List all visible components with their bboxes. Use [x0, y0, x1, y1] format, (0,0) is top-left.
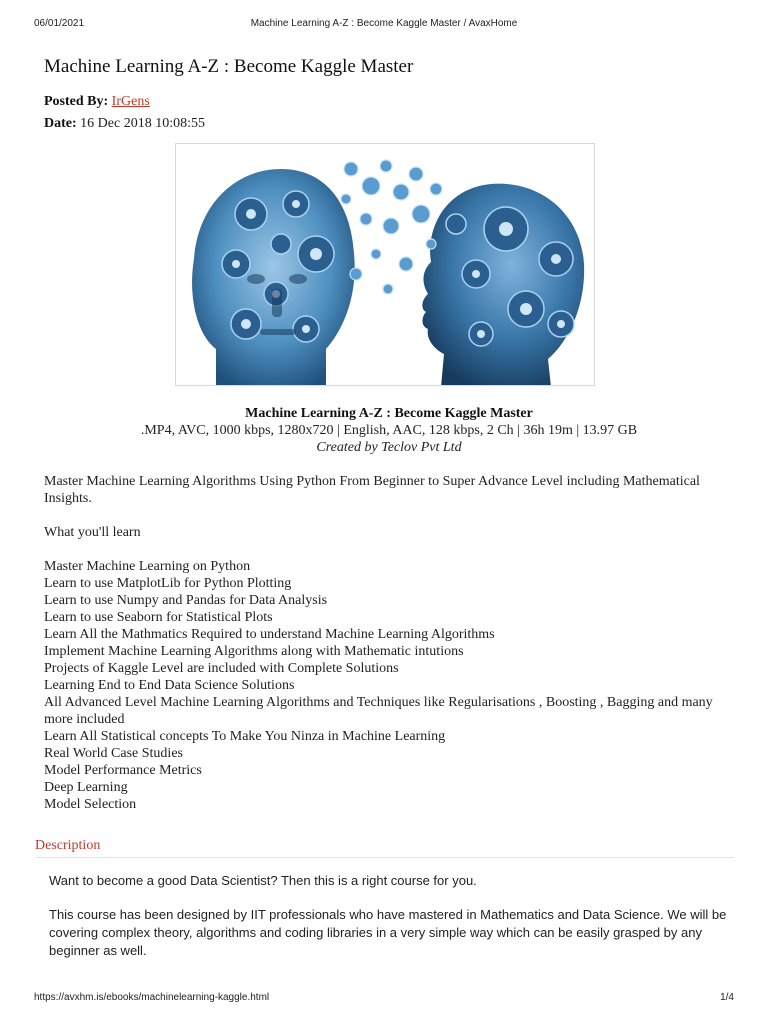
posted-by-label: Posted By:	[44, 94, 109, 109]
list-item: Learn to use MatplotLib for Python Plotting	[44, 576, 292, 591]
post-date: 16 Dec 2018 10:08:55	[80, 116, 205, 131]
date-line	[44, 116, 734, 132]
description-tab[interactable]	[35, 836, 734, 858]
description-paragraph: Want to become a good Data Scientist? Then this is a right course for you.	[49, 873, 477, 888]
list-item: Implement Machine Learning Algorithms along with Mathematic intutions	[44, 644, 464, 659]
posted-by-line	[44, 94, 734, 110]
list-item: Projects of Kaggle Level are included with Complete Solutions	[44, 661, 399, 676]
article-body	[44, 473, 734, 813]
list-item: Learn to use Seaborn for Statistical Plots	[44, 610, 273, 625]
date-label: Date:	[44, 116, 77, 131]
list-item: Learning End to End Data Science Solutions	[44, 678, 295, 693]
gears-heads-image	[175, 143, 595, 386]
list-item: Learn All Statistical concepts To Make You Ninza in Machine Learning	[44, 729, 446, 744]
page-url: https://avxhm.is/ebooks/machinelearning-kaggle.html	[34, 992, 270, 1003]
release-title: Machine Learning A-Z : Become Kaggle Master	[245, 406, 533, 421]
intro-paragraph: Master Machine Learning Algorithms Using Python From Beginner to Super Advance Level including Mathematical Insights.	[44, 474, 700, 506]
release-info	[44, 405, 734, 456]
list-item: Model Performance Metrics	[44, 763, 202, 778]
release-specs: .MP4, AVC, 1000 kbps, 1280x720 | English, AAC, 128 kbps, 2 Ch | 36h 19m | 13.97 GB	[140, 423, 638, 438]
print-page-title: Machine Learning A-Z : Become Kaggle Master / AvaxHome	[250, 18, 518, 29]
release-creator: Created by Teclov Pvt Ltd	[316, 440, 462, 455]
description-tab-label[interactable]: Description	[35, 838, 101, 853]
author-link[interactable]: IrGens	[111, 94, 150, 109]
list-item: Model Selection	[44, 797, 137, 812]
list-item: Learn All the Mathmatics Required to understand Machine Learning Algorithms	[44, 627, 495, 642]
article-title: Machine Learning A-Z : Become Kaggle Master	[44, 56, 414, 77]
page-number: 1/4	[720, 992, 734, 1003]
article	[35, 56, 734, 958]
learn-heading: What you'll learn	[44, 525, 141, 540]
description-paragraph: This course has been designed by IIT professionals who have mastered in Mathematics and Data Science. We will be covering complex theory, algorithms and coding libraries in a very simple way which can be easily grasped by any beginner as well.	[49, 907, 727, 958]
list-item: All Advanced Level Machine Learning Algorithms and Techniques like Regularisations , Boosting , Bagging and many more included	[44, 695, 713, 727]
print-date: 06/01/2021	[34, 18, 85, 29]
list-item: Learn to use Numpy and Pandas for Data Analysis	[44, 593, 328, 608]
list-item: Master Machine Learning on Python	[44, 559, 251, 574]
description-body	[49, 872, 739, 976]
list-item: Real World Case Studies	[44, 746, 183, 761]
list-item: Deep Learning	[44, 780, 128, 795]
learn-list	[44, 558, 734, 813]
